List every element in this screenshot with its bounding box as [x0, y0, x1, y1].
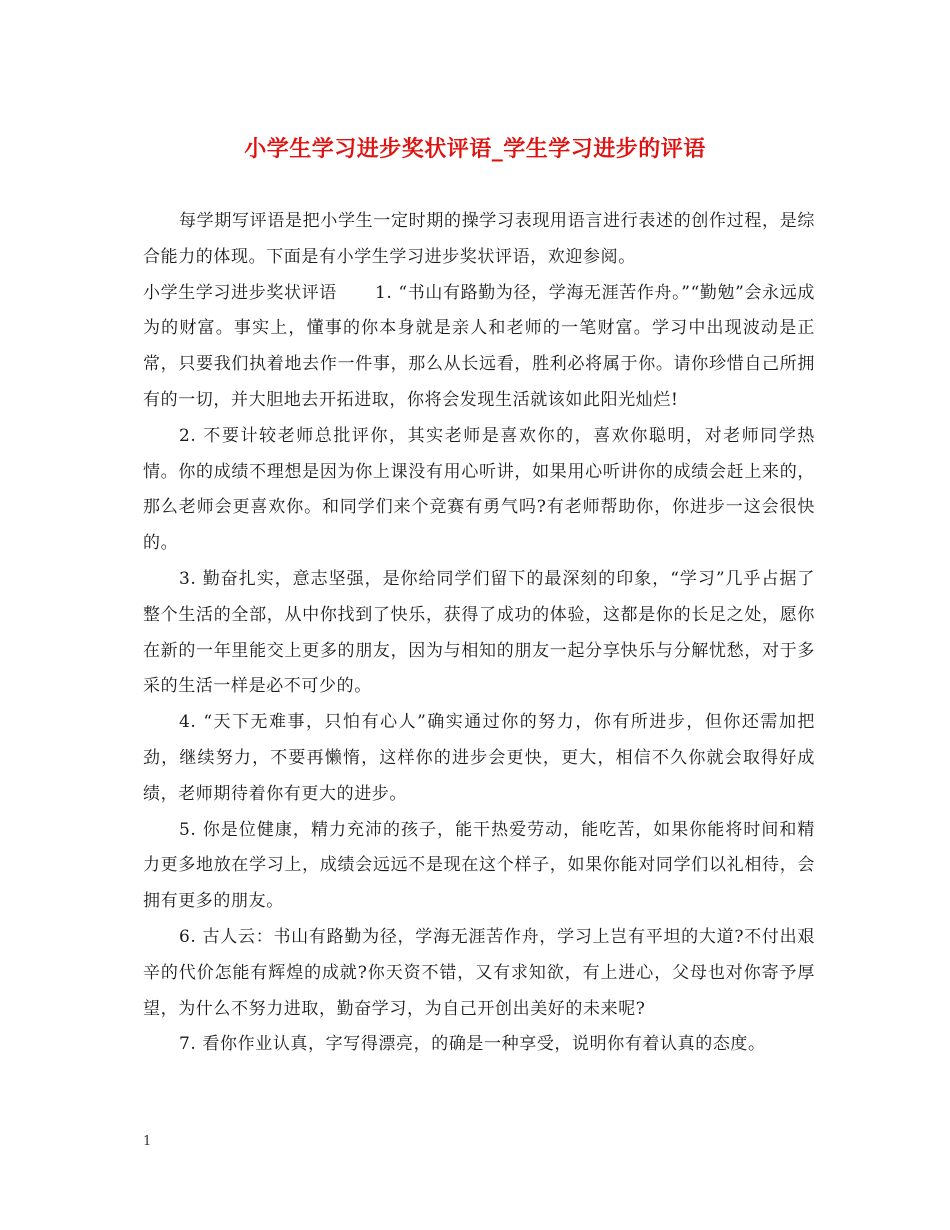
comment-item-7: 7. 看你作业认真，字写得漂亮，的确是一种享受，说明你有着认真的态度。 — [179, 1034, 766, 1055]
document-body — [143, 204, 815, 1063]
comment-item-1: 1. “书山有路勤为径，学海无涯苦作舟。”“勤勉”会永远成为的财富。事实上，懂事的你本身就是亲人和老师的一笔财富。学习中出现波动是正常，只要我们执着地去作一件事，那么从长远看，胜利必将属于你。请你珍惜自己所拥有的一切，并大胆地去开拓进取，你将会发现生活就该如此阳光灿烂! — [143, 282, 815, 410]
comment-item-3: 3. 勤奋扎实，意志坚强，是你给同学们留下的最深刻的印象，“学习”几乎占据了整个生活的全部，从中你找到了快乐，获得了成功的体验，这都是你的长足之处，愿你在新的一年里能交上更多的朋友，因为与相知的朋友一起分享快乐与分解忧愁，对于多采的生活一样是必不可少的。 — [143, 568, 815, 697]
document-title: 小学生学习进步奖状评语_学生学习进步的评语 — [244, 136, 706, 162]
comment-item-5: 5. 你是位健康，精力充沛的孩子，能干热爱劳动，能吃苦，如果你能将时间和精力更多地放在学习上，成绩会远远不是现在这个样子，如果你能对同学们以礼相待，会拥有更多的朋友。 — [143, 819, 815, 912]
page-number: 1 — [143, 1134, 152, 1149]
comment-item-2: 2. 不要计较老师总批评你，其实老师是喜欢你的，喜欢你聪明，对老师同学热情。你的成绩不理想是因为你上课没有用心听讲，如果用心听讲你的成绩会赶上来的，那么老师会更喜欢你。和同学们来个竞赛有勇气吗?有老师帮助你，你进步一这会很快的。 — [143, 425, 815, 554]
section-heading: 小学生学习进步奖状评语 — [143, 282, 337, 303]
comment-item-4: 4. “天下无难事，只怕有心人”确实通过你的努力，你有所进步，但你还需加把劲，继续努力，不要再懒惰，这样你的进步会更快，更大，相信不久你就会取得好成绩，老师期待着你有更大的进步。 — [143, 712, 815, 804]
first-item-paragraph — [143, 276, 815, 419]
comment-item-6: 6. 古人云：书山有路勤为径，学海无涯苦作舟，学习上岂有平坦的大道?不付出艰辛的代价怎能有辉煌的成就?你天资不错，又有求知欲，有上进心，父母也对你寄予厚望，为什么不努力进取，勤奋学习，为自己开创出美好的未来呢? — [143, 926, 815, 1019]
intro-paragraph: 每学期写评语是把小学生一定时期的操学习表现用语言进行表述的创作过程，是综合能力的体现。下面是有小学生学习进步奖状评语，欢迎参阅。 — [143, 211, 815, 267]
